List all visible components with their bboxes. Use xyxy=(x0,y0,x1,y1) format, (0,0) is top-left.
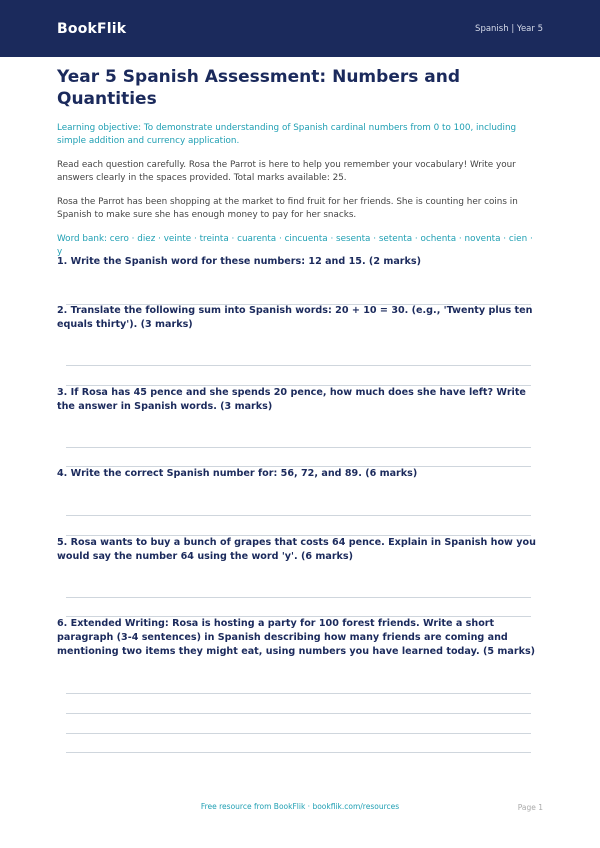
instructions-text: Read each question carefully. Rosa the Parrot is here to help you remember your vocabulary! Write your answers clearly in the spaces provided. Total marks available: 25. xyxy=(57,160,516,183)
subject-meta: Spanish | Year 5 xyxy=(475,23,543,34)
word-bank: Word bank: cero · diez · veinte · treinta · cuarenta · cincuenta · sesenta · setenta · ochenta · noventa · cien · y xyxy=(57,234,533,257)
answer-line[interactable] xyxy=(66,365,531,366)
learning-objective: Learning objective: To demonstrate understanding of Spanish cardinal numbers from 0 to 100, including simple addition and currency application. xyxy=(57,123,517,146)
answer-line[interactable] xyxy=(66,693,531,694)
page-title: Year 5 Spanish Assessment: Numbers and Quantities xyxy=(57,67,461,109)
answer-line[interactable] xyxy=(66,752,531,753)
question-5: 5. Rosa wants to buy a bunch of grapes that costs 64 pence. Explain in Spanish how you would say the number 64 using the word 'y'. (6 marks) xyxy=(57,537,536,562)
question-2: 2. Translate the following sum into Spanish words: 20 + 10 = 30. (e.g., 'Twenty plus ten equals thirty'). (3 marks) xyxy=(57,305,533,330)
brand-logo[interactable]: BookFlik xyxy=(57,20,127,37)
question-6: 6. Extended Writing: Rosa is hosting a party for 100 forest friends. Write a short paragraph (3-4 sentences) in Spanish describing how many friends are coming and mentioning two items they might eat, using numbers you have learned today. (5 marks) xyxy=(57,618,536,657)
answer-line[interactable] xyxy=(66,515,531,516)
answer-line[interactable] xyxy=(66,733,531,734)
story-text: Rosa the Parrot has been shopping at the market to find fruit for her friends. She is counting her coins in Spanish to make sure she has enough money to pay for her snacks. xyxy=(57,197,518,220)
answer-line[interactable] xyxy=(66,713,531,714)
footer xyxy=(0,802,600,816)
header-bar xyxy=(0,0,600,57)
question-1: 1. Write the Spanish word for these numbers: 12 and 15. (2 marks) xyxy=(57,256,422,267)
page-number: Page 1 xyxy=(517,803,543,812)
intro-section xyxy=(57,66,537,259)
question-3: 3. If Rosa has 45 pence and she spends 20 pence, how much does she have left? Write the answer in Spanish words. (3 marks) xyxy=(57,387,526,412)
footer-link[interactable]: Free resource from BookFlik · bookflik.com/resources xyxy=(200,802,400,811)
answer-line[interactable] xyxy=(66,597,531,598)
answer-line[interactable] xyxy=(66,447,531,448)
question-4: 4. Write the correct Spanish number for: 56, 72, and 89. (6 marks) xyxy=(57,468,418,479)
